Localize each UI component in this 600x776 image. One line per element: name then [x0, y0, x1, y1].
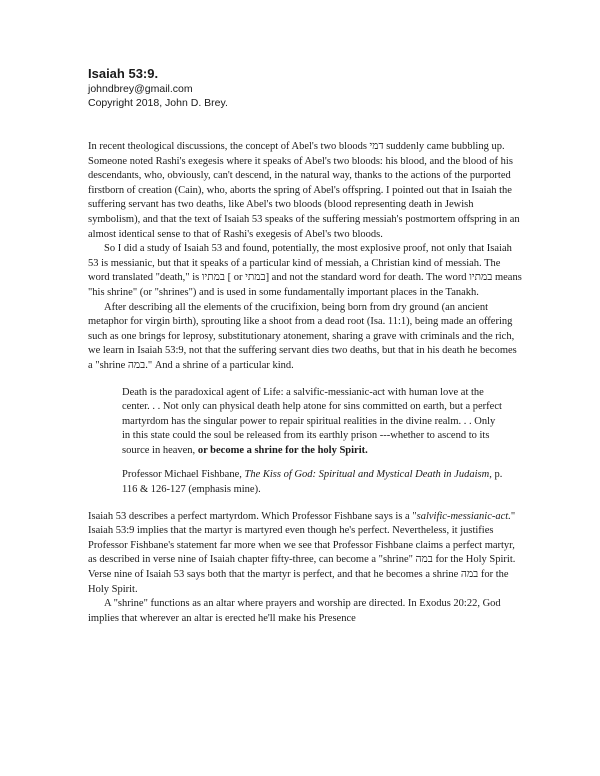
paragraph-2: So I did a study of Isaiah 53 and found, potentially, the most explosive proof, not only that Isaiah 53 is messianic, but that it speaks of a particular kind of messiah, a Christian kind of messiah. The word translated "death," is במתיו [ or במתי] and not the standard word for death. The word במתיו means "his shrine" (or "shrines") and is used in some fundamentally important places in the Tanakh. — [88, 243, 522, 298]
document-page — [88, 66, 522, 626]
paragraph-4-start: Isaiah 53 describes a perfect martyrdom. Which Professor Fishbane says is a " — [88, 510, 417, 522]
quote-citation — [122, 468, 506, 497]
paragraph-5: A "shrine" functions as an altar where prayers and worship are directed. In Exodus 20:22, God implies that wherever an altar is erected he'll make his Presence — [88, 598, 501, 624]
quote-text — [122, 386, 506, 459]
citation-title: The Kiss of God: Spiritual and Mystical Death in Judaism — [244, 469, 490, 481]
paragraph-4-emphasis: salvific-messianic-act. — [416, 510, 511, 522]
document-title: Isaiah 53:9. — [88, 66, 159, 81]
paragraph-4-rest: " Isaiah 53:9 implies that the martyr is martyred even though he's perfect. Nevertheless, it justifies Professor Fishbane's statement far more when we see that Professor Fishbane claims a perfect martyr, as described in verse nine of Isaiah chapter fifty-three, can become a "shrine" במה for the Holy Spirit. Verse nine of Isaiah 53 says both that the martyr is perfect, and that he becomes a shrine במה for the Holy Spirit. — [88, 510, 516, 595]
citation-pages: , p. 116 & 126-127 (emphasis mine). — [122, 469, 503, 496]
paragraph-4 — [88, 510, 522, 598]
block-quote — [122, 386, 506, 498]
citation-author: Professor Michael Fishbane, — [122, 469, 245, 481]
quote-body: Death is the paradoxical agent of Life: a salvific-messianic-act with human love at the center. . . Not only can physical death help atone for sins committed on earth, but a perfect martyrdom has the singular power to repair spiritual realities in the divine realm. . . Only in this state could the soul be released from its earthly prison ---whether to ascend to its source in heaven, — [122, 386, 502, 456]
paragraph-3: After describing all the elements of the crucifixion, being born from dry ground (an ancient metaphor for virgin birth), sprouting like a shoot from a dead root (Isa. 11:1), being made an offering such as one brings for leprosy, substitutionary atonement, sharing a grave with criminals and the rich, we learn in Isaiah 53:9, not that the suffering servant dies two deaths, but that in his death he becomes a "shrine במה." And a shrine of a particular kind. — [88, 301, 517, 371]
author-email: johndbrey@gmail.com — [88, 83, 193, 95]
paragraph-1: In recent theological discussions, the concept of Abel's two bloods דמי suddenly came bubbling up. Someone noted Rashi's exegesis where it speaks of Abel's two bloods: his blood, and the blood of his descendants, who, obviously, can't descend, in the natural way, thanks to the actions of the purported firstborn of creation (Cain), who, aborts the spring of Abel's offspring. I pointed out that in Isaiah the suffering servant has two deaths, like Abel's two bloods (blood representing death in Jewish symbolism), and that the text of Isaiah 53 speaks of the suffering messiah's postmortem offspring in an almost identical sense to that of Rashi's exegesis of Abel's two bloods. — [88, 141, 520, 240]
copyright-line: Copyright 2018, John D. Brey. — [88, 97, 228, 109]
quote-emphasis: or become a shrine for the holy Spirit. — [197, 444, 368, 456]
body-text — [88, 140, 522, 626]
